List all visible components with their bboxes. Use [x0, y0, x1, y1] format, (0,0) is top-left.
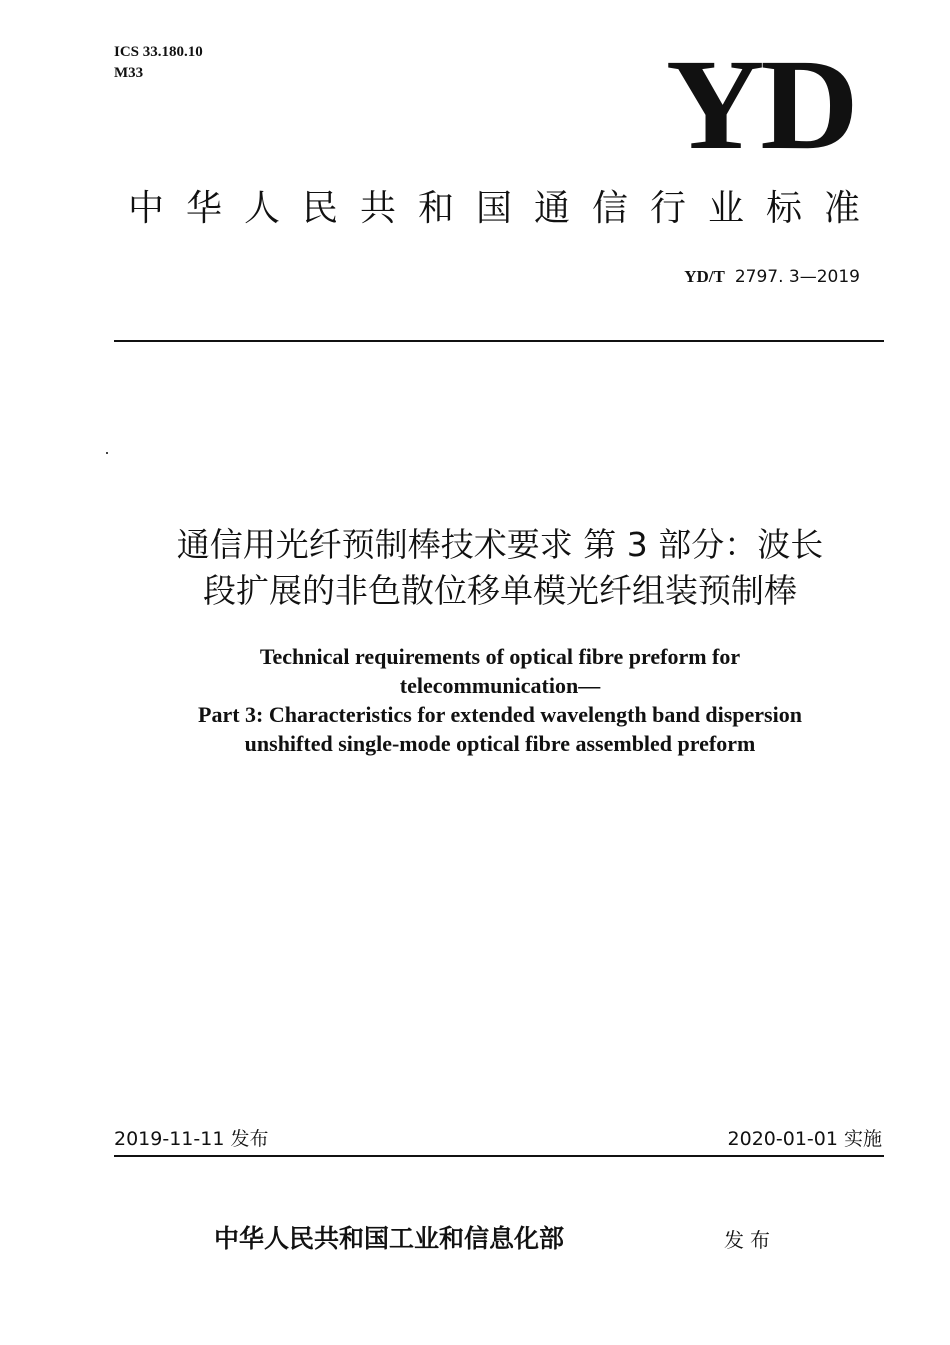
publish-date: 2019-11-11 发布: [114, 1128, 269, 1150]
title-english-line-4: unshifted single-mode optical fibre assembled preform: [244, 731, 756, 756]
standard-number-value: 2797. 3—2019: [734, 267, 860, 287]
classification-codes: [114, 42, 203, 84]
title-english-line-1: Technical requirements of optical fibre preform for: [259, 644, 741, 669]
bottom-divider: [114, 1155, 884, 1157]
title-chinese: [80, 522, 920, 614]
top-divider: [114, 340, 884, 342]
implement-date: 2020-01-01 实施: [727, 1128, 882, 1150]
ccs-code: M33: [114, 65, 144, 81]
title-chinese-line-1: 通信用光纤预制棒技术要求 第 3 部分：波长: [176, 525, 824, 564]
yd-logo: YD: [665, 33, 855, 177]
issuing-authority: 中华人民共和国工业和信息化部: [214, 1224, 565, 1253]
issuing-action: 发布: [724, 1228, 776, 1252]
title-chinese-line-2: 段扩展的非色散位移单模光纤组装预制棒: [203, 571, 797, 610]
standard-number: [684, 266, 860, 288]
standard-type: 中华人民共和国通信行业标准: [127, 188, 882, 229]
standard-number-prefix: YD/T: [684, 267, 725, 286]
stray-dot: [106, 452, 108, 454]
title-english: [80, 642, 920, 758]
title-english-line-2: telecommunication—: [399, 673, 601, 698]
ics-code: ICS 33.180.10: [114, 44, 203, 60]
title-english-line-3: Part 3: Characteristics for extended wavelength band dispersion: [198, 702, 802, 727]
